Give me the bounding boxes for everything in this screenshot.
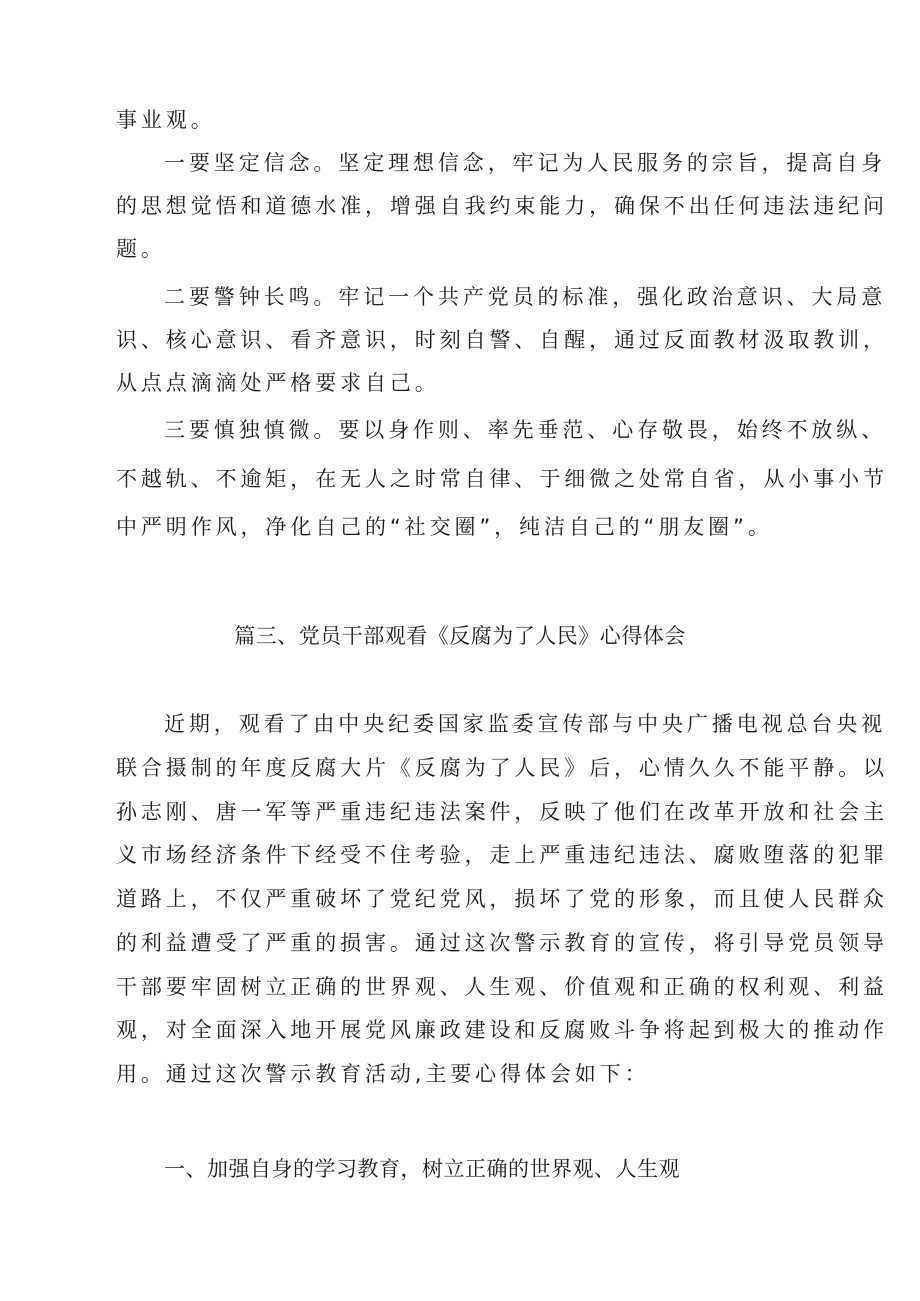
subheading: 一、加强自身的学习教育，树立正确的世界观、人生观 bbox=[164, 1157, 680, 1181]
paragraph-line: 观，对全面深入地开展党风廉政建设和反腐败斗争将起到极大的推动作 bbox=[116, 1018, 888, 1042]
paragraph-line: 义市场经济条件下经受不住考验，走上严重违纪违法、腐败堕落的犯罪 bbox=[116, 843, 888, 867]
section-title: 篇三、党员干部观看《反腐为了人民》心得体会 bbox=[234, 624, 686, 648]
paragraph-line: 的思想觉悟和道德水准，增强自我约束能力，确保不出任何违法违纪问 bbox=[116, 194, 888, 218]
paragraph-line: 三要慎独慎微。要以身作则、率先垂范、心存敬畏，始终不放纵、 bbox=[164, 418, 887, 442]
paragraph-line: 中严明作风，净化自己的“社交圈”，纯洁自己的“朋友圈”。 bbox=[116, 515, 773, 539]
paragraph-line: 事业观。 bbox=[116, 108, 216, 132]
paragraph-line: 识、核心意识、看齐意识，时刻自警、自醒，通过反面教材汲取教训， bbox=[116, 328, 888, 352]
paragraph-line: 干部要牢固树立正确的世界观、人生观、价值观和正确的权利观、利益 bbox=[116, 975, 888, 999]
paragraph-line: 道路上，不仅严重破坏了党纪党风，损坏了党的形象，而且使人民群众 bbox=[116, 887, 888, 911]
paragraph-line: 的利益遭受了严重的损害。通过这次警示教育的宣传，将引导党员领导 bbox=[116, 931, 888, 955]
paragraph-line: 近期，观看了由中央纪委国家监委宣传部与中央广播电视总台央视 bbox=[164, 712, 887, 736]
paragraph-line: 从点点滴滴处严格要求自己。 bbox=[116, 371, 440, 395]
paragraph-line: 不越轨、不逾矩，在无人之时常自律、于细微之处常自省，从小事小节 bbox=[116, 467, 888, 491]
paragraph-line: 用。通过这次警示教育活动,主要心得体会如下： bbox=[116, 1062, 650, 1086]
paragraph-line: 联合摄制的年度反腐大片《反腐为了人民》后，心情久久不能平静。以 bbox=[116, 756, 888, 780]
paragraph-line: 二要警钟长鸣。牢记一个共产党员的标准，强化政治意识、大局意 bbox=[164, 285, 887, 309]
paragraph-line: 题。 bbox=[116, 237, 166, 261]
paragraph-line: 一要坚定信念。坚定理想信念，牢记为人民服务的宗旨，提高自身 bbox=[164, 151, 887, 175]
paragraph-line: 孙志刚、唐一军等严重违纪违法案件，反映了他们在改革开放和社会主 bbox=[116, 800, 888, 824]
